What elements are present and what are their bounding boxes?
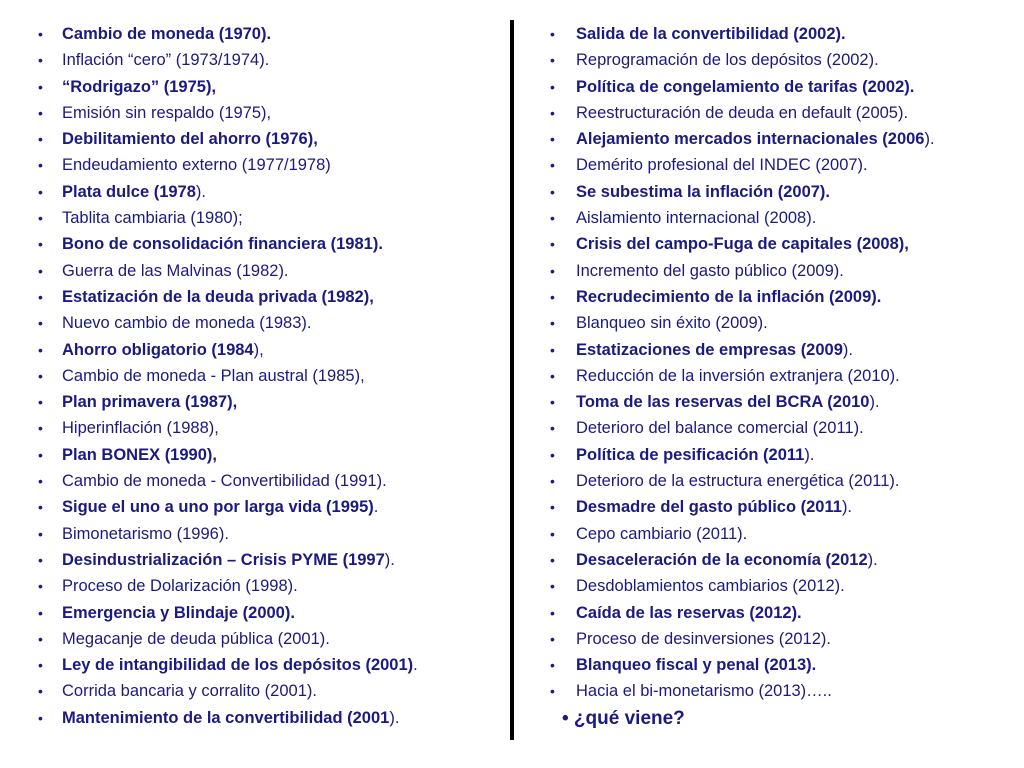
event-text: Blanqueo fiscal y penal (2013).	[576, 656, 817, 675]
event-tail: ),	[253, 340, 264, 359]
bullet-icon: •	[550, 183, 555, 200]
list-item	[38, 626, 508, 652]
bullet-icon: •	[550, 551, 555, 568]
bullet-icon: •	[550, 525, 555, 542]
event-tail: ).	[804, 445, 815, 464]
list-item	[38, 231, 508, 257]
bullet-icon: •	[550, 236, 555, 253]
bullet-icon: •	[550, 52, 555, 69]
list-item	[38, 573, 508, 599]
list-item	[38, 600, 508, 626]
event-text: Reducción de la inversión extranjera (2010).	[576, 366, 900, 385]
column-divider	[510, 20, 514, 740]
event-text: Demérito profesional del INDEC (2007).	[576, 156, 868, 175]
event-text: Plata dulce (1978	[62, 182, 196, 201]
bullet-icon: •	[38, 78, 43, 95]
bullet-icon: •	[550, 473, 555, 490]
bullet-icon: •	[550, 394, 555, 411]
event-text: Tablita cambiaria (1980);	[62, 209, 243, 228]
event-text: Megacanje de deuda pública (2001).	[62, 629, 330, 648]
list-item	[38, 21, 508, 47]
event-text: Recrudecimiento de la inflación (2009).	[576, 287, 882, 306]
event-text: Reprogramación de los depósitos (2002).	[576, 51, 879, 70]
list-item	[550, 678, 1020, 704]
event-text: Proceso de desinversiones (2012).	[576, 629, 831, 648]
bullet-icon: •	[550, 578, 555, 595]
bullet-icon: •	[38, 604, 43, 621]
bullet-icon: •	[38, 394, 43, 411]
list-item	[550, 363, 1020, 389]
bullet-icon: •	[550, 131, 555, 148]
list-item	[38, 74, 508, 100]
bullet-icon: •	[38, 578, 43, 595]
event-tail: ).	[869, 393, 880, 412]
list-item	[550, 652, 1020, 678]
bullet-icon: •	[38, 26, 43, 42]
bullet-icon: •	[550, 683, 555, 700]
list-item	[550, 126, 1020, 152]
list-item	[550, 521, 1020, 547]
bullet-icon: •	[550, 604, 555, 621]
list-item	[38, 494, 508, 520]
bullet-icon: •	[38, 288, 43, 305]
bullet-icon: •	[550, 26, 555, 42]
list-item	[38, 547, 508, 573]
event-text: Estatización de la deuda privada (1982),	[62, 287, 374, 306]
event-text: Estatizaciones de empresas (2009	[576, 340, 843, 359]
event-text: Plan BONEX (1990),	[62, 445, 217, 464]
bullet-icon: •	[550, 315, 555, 332]
bullet-icon: •	[38, 262, 43, 279]
bullet-icon: •	[38, 551, 43, 568]
event-tail: .	[373, 498, 379, 517]
list-item	[38, 705, 508, 731]
event-text: Desindustrialización – Crisis PYME (1997	[62, 550, 385, 569]
bullet-icon: •	[38, 341, 43, 358]
event-text: Cambio de moneda (1970).	[62, 25, 272, 43]
event-text: Desmadre del gasto público (2011	[576, 498, 842, 517]
event-tail: ).	[195, 182, 206, 201]
list-item	[550, 600, 1020, 626]
list-item	[38, 126, 508, 152]
event-text: Política de pesificación (2011	[576, 445, 805, 464]
event-text: Reestructuración de deuda en default (2005).	[576, 103, 909, 122]
right-event-list	[550, 21, 1020, 732]
event-text: Mantenimiento de la convertibilidad (2001	[62, 708, 390, 727]
event-text: Cepo cambiario (2011).	[576, 524, 748, 543]
bullet-icon: •	[38, 52, 43, 69]
bullet-icon: •	[38, 315, 43, 332]
event-text: Aislamiento internacional (2008).	[576, 209, 817, 228]
bullet-icon: •	[38, 683, 43, 700]
bullet-icon: •	[550, 420, 555, 437]
list-item	[550, 21, 1020, 47]
event-text: Salida de la convertibilidad (2002).	[576, 25, 846, 43]
event-text: Guerra de las Malvinas (1982).	[62, 261, 289, 280]
event-text: Caída de las reservas (2012).	[576, 603, 802, 622]
event-text: Política de congelamiento de tarifas (2002).	[576, 77, 915, 96]
event-text: Ley de intangibilidad de los depósitos (2001)	[62, 656, 414, 675]
list-item	[550, 337, 1020, 363]
list-item	[38, 152, 508, 178]
event-text: Deterioro del balance comercial (2011).	[576, 419, 864, 438]
list-item	[550, 74, 1020, 100]
list-item	[38, 310, 508, 336]
event-text: Endeudamiento externo (1977/1978)	[62, 156, 331, 175]
bullet-icon: •	[550, 210, 555, 227]
event-tail: .	[413, 656, 418, 675]
event-text: Emergencia y Blindaje (2000).	[62, 603, 295, 622]
list-item	[38, 179, 508, 205]
event-tail: ).	[924, 130, 935, 149]
list-item	[550, 626, 1020, 652]
list-item	[550, 310, 1020, 336]
list-item	[550, 100, 1020, 126]
bullet-icon: •	[38, 709, 43, 726]
event-text: Bono de consolidación financiera (1981).	[62, 235, 383, 254]
list-item	[550, 231, 1020, 257]
bullet-icon: •	[550, 499, 555, 516]
event-tail: ).	[841, 498, 853, 517]
event-text: Blanqueo sin éxito (2009).	[576, 314, 768, 333]
event-text: Desdoblamientos cambiarios (2012).	[576, 577, 845, 596]
list-item	[550, 284, 1020, 310]
bullet-icon: •	[38, 157, 43, 174]
list-item	[38, 337, 508, 363]
list-item	[38, 47, 508, 73]
event-text: Hiperinflación (1988),	[62, 419, 219, 438]
list-item	[550, 47, 1020, 73]
event-text: Ahorro obligatorio (1984	[62, 340, 254, 359]
list-item	[550, 389, 1020, 415]
event-text: Nuevo cambio de moneda (1983).	[62, 314, 312, 333]
bullet-icon: •	[38, 367, 43, 384]
list-item	[38, 389, 508, 415]
bullet-icon: •	[38, 236, 43, 253]
list-item	[550, 152, 1020, 178]
list-item	[550, 494, 1020, 520]
event-text: Plan primavera (1987),	[62, 393, 238, 412]
event-text: Inflación “cero” (1973/1974).	[62, 51, 270, 70]
list-item	[550, 179, 1020, 205]
list-item	[550, 468, 1020, 494]
event-text: Alejamiento mercados internacionales (2006	[576, 130, 925, 149]
bullet-icon: •	[550, 78, 555, 95]
event-text: Proceso de Dolarización (1998).	[62, 577, 298, 596]
event-tail: ).	[842, 340, 853, 359]
bullet-icon: •	[550, 104, 555, 121]
event-text: Crisis del campo-Fuga de capitales (2008),	[576, 235, 909, 254]
event-text: Incremento del gasto público (2009).	[576, 261, 844, 280]
event-text: Debilitamiento del ahorro (1976),	[62, 130, 318, 149]
event-text: Deterioro de la estructura energética (2011).	[576, 472, 900, 491]
list-item	[550, 415, 1020, 441]
bullet-icon: •	[550, 157, 555, 174]
bullet-icon: •	[38, 525, 43, 542]
bullet-icon: •	[38, 131, 43, 148]
bullet-icon: •	[38, 499, 43, 516]
event-text: Cambio de moneda - Plan austral (1985),	[62, 366, 365, 385]
list-item	[38, 205, 508, 231]
list-item	[550, 258, 1020, 284]
closing-question: • ¿qué viene?	[562, 707, 685, 729]
list-item	[38, 363, 508, 389]
event-text: Emisión sin respaldo (1975),	[62, 103, 272, 122]
bullet-icon: •	[38, 210, 43, 227]
bullet-icon: •	[550, 630, 555, 647]
event-text: Hacia el bi-monetarismo (2013)…..	[576, 682, 832, 701]
list-item	[550, 573, 1020, 599]
event-tail: ).	[389, 708, 400, 727]
list-item	[550, 205, 1020, 231]
list-item	[38, 284, 508, 310]
list-item	[550, 547, 1020, 573]
bullet-icon: •	[550, 288, 555, 305]
event-text: Bimonetarismo (1996).	[62, 524, 229, 543]
event-tail: ).	[867, 550, 878, 569]
list-item	[38, 100, 508, 126]
event-text: “Rodrigazo” (1975),	[62, 77, 217, 96]
bullet-icon: •	[38, 473, 43, 490]
event-text: Se subestima la inflación (2007).	[576, 182, 831, 201]
event-text: Corrida bancaria y corralito (2001).	[62, 682, 317, 701]
bullet-icon: •	[38, 104, 43, 121]
event-text: Sigue el uno a uno por larga vida (1995)	[62, 498, 374, 517]
list-item	[38, 521, 508, 547]
list-item	[38, 652, 508, 678]
list-item	[38, 468, 508, 494]
bullet-icon: •	[550, 341, 555, 358]
event-text: Desaceleración de la economía (2012	[576, 550, 868, 569]
bullet-icon: •	[38, 183, 43, 200]
list-item	[38, 678, 508, 704]
bullet-icon: •	[38, 446, 43, 463]
bullet-icon: •	[550, 657, 555, 674]
list-item	[550, 442, 1020, 468]
bullet-icon: •	[38, 630, 43, 647]
bullet-icon: •	[550, 262, 555, 279]
left-event-list	[38, 21, 508, 731]
list-item	[38, 258, 508, 284]
event-tail: ).	[384, 550, 395, 569]
list-item	[38, 415, 508, 441]
bullet-icon: •	[550, 367, 555, 384]
list-item	[38, 442, 508, 468]
bullet-icon: •	[38, 420, 43, 437]
bullet-icon: •	[38, 657, 43, 674]
bullet-icon: •	[550, 446, 555, 463]
event-text: Cambio de moneda - Convertibilidad (1991).	[62, 472, 387, 491]
event-text: Toma de las reservas del BCRA (2010	[576, 393, 870, 412]
